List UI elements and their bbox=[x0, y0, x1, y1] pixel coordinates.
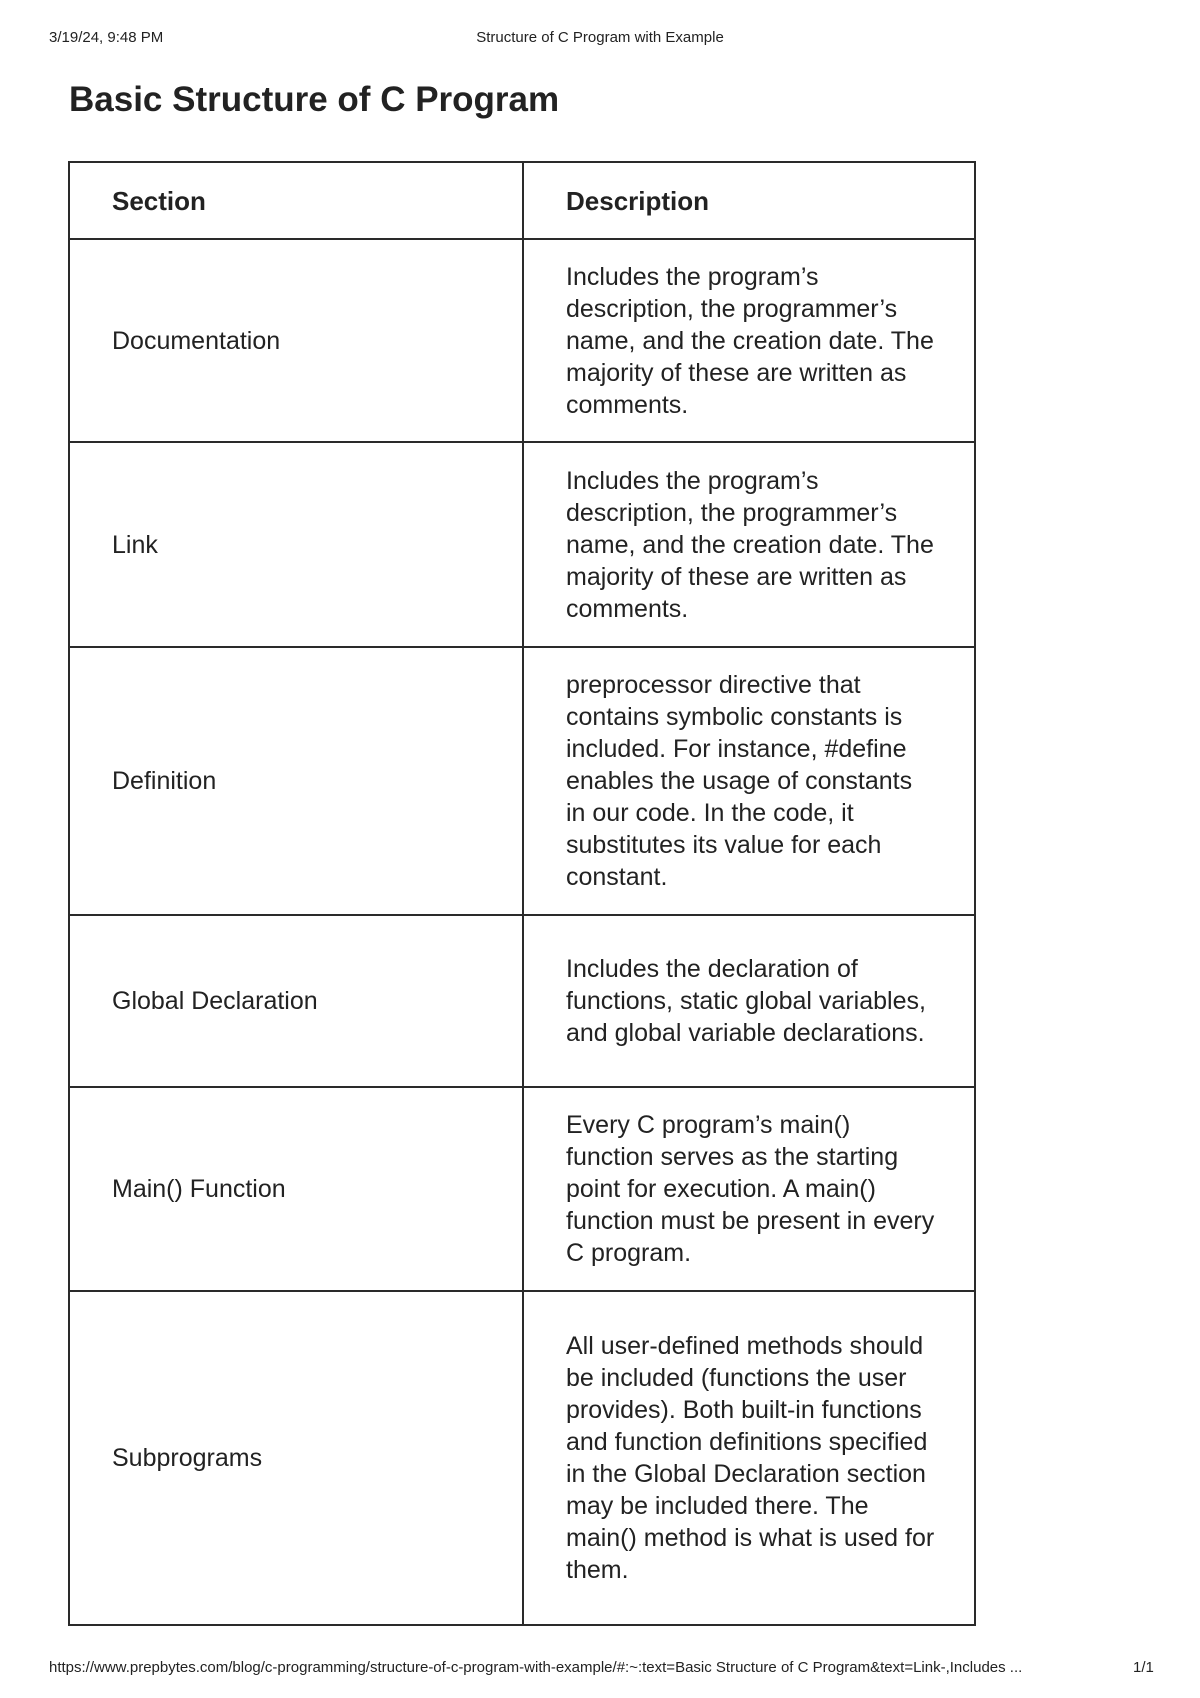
description-cell: Every C program’s main() function serves as the starting point for execution. A main() function must be present in every C program. bbox=[523, 1087, 975, 1291]
table-row bbox=[69, 647, 975, 915]
table-row bbox=[69, 915, 975, 1087]
print-datetime: 3/19/24, 9:48 PM bbox=[49, 29, 164, 46]
section-cell: Main() Function bbox=[69, 1087, 523, 1291]
description-cell: Includes the declaration of functions, static global variables, and global variable declarations. bbox=[523, 915, 975, 1087]
section-cell: Definition bbox=[69, 647, 523, 915]
page-title: Basic Structure of C Program bbox=[69, 80, 560, 119]
description-cell: preprocessor directive that contains symbolic constants is included. For instance, #define enables the usage of constants in our code. In the code, it substitutes its value for each constant. bbox=[523, 647, 975, 915]
table-row bbox=[69, 442, 975, 647]
section-cell: Link bbox=[69, 442, 523, 647]
table-header-row bbox=[69, 162, 975, 239]
table-row bbox=[69, 1087, 975, 1291]
column-header-section: Section bbox=[69, 162, 523, 239]
c-structure-table bbox=[68, 161, 976, 1626]
section-cell: Documentation bbox=[69, 239, 523, 442]
print-document-title: Structure of C Program with Example bbox=[476, 29, 724, 46]
page-number: 1/1 bbox=[1133, 1659, 1154, 1676]
table-row bbox=[69, 1291, 975, 1625]
column-header-description: Description bbox=[523, 162, 975, 239]
section-cell: Subprograms bbox=[69, 1291, 523, 1625]
section-cell: Global Declaration bbox=[69, 915, 523, 1087]
description-cell: Includes the program’s description, the programmer’s name, and the creation date. The majority of these are written as comments. bbox=[523, 442, 975, 647]
table-row bbox=[69, 239, 975, 442]
description-cell: Includes the program’s description, the programmer’s name, and the creation date. The majority of these are written as comments. bbox=[523, 239, 975, 442]
source-url: https://www.prepbytes.com/blog/c-programming/structure-of-c-program-with-example/#:~:text=Basic Structure of C Program&text=Link-,Includes ... bbox=[49, 1659, 1023, 1676]
description-cell: All user-defined methods should be included (functions the user provides). Both built-in functions and function definitions specified in the Global Declaration section may be included there. The main() method is what is used for them. bbox=[523, 1291, 975, 1625]
